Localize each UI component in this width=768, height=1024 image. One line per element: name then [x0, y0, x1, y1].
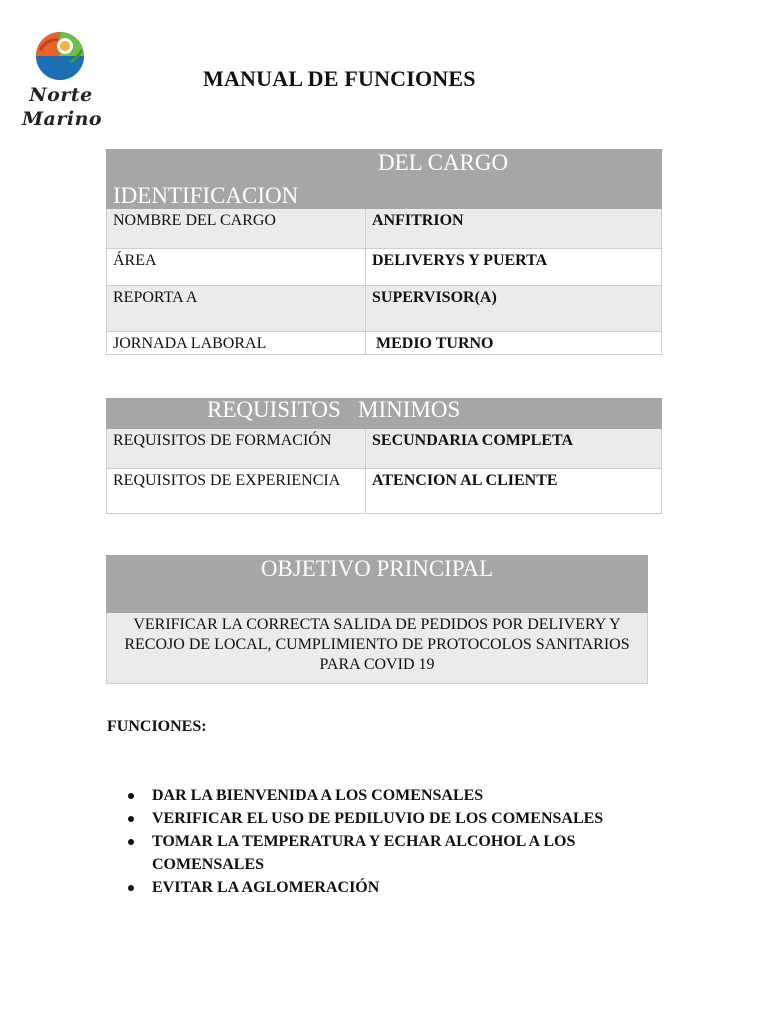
- funciones-title: FUNCIONES:: [107, 718, 207, 735]
- requisitos-header-text: REQUISITOS MINIMOS: [207, 397, 461, 422]
- objetivo-text: VERIFICAR LA CORRECTA SALIDA DE PEDIDOS POR DELIVERY Y RECOJO DE LOCAL, CUMPLIMIENTO DE PROTOCOLOS SANITARIOS PARA COVID 19: [107, 613, 648, 684]
- bullet-icon: [128, 793, 134, 799]
- table-row: [107, 469, 662, 514]
- row-label: NOMBRE DEL CARGO: [107, 209, 366, 249]
- identificacion-table: [106, 149, 662, 355]
- list-item: [125, 876, 685, 899]
- funciones-list: [125, 784, 685, 899]
- table-row: [107, 286, 662, 332]
- objetivo-table: [106, 555, 648, 684]
- logo-text-line1: Norte: [29, 84, 93, 106]
- list-item-text: DAR LA BIENVENIDA A LOS COMENSALES: [152, 787, 484, 804]
- table-row: [107, 249, 662, 286]
- row-label: REQUISITOS DE EXPERIENCIA: [107, 469, 366, 514]
- page-title: MANUAL DE FUNCIONES: [203, 66, 476, 91]
- list-item: [125, 830, 685, 876]
- row-label: ÁREA: [107, 249, 366, 286]
- objetivo-header: [107, 556, 648, 613]
- identificacion-header-right-text: DEL CARGO: [378, 150, 509, 175]
- table-row: [107, 332, 662, 355]
- requisitos-header: [107, 399, 662, 429]
- table-row: [107, 429, 662, 469]
- identificacion-header-right: [366, 150, 662, 209]
- row-label: REQUISITOS DE FORMACIÓN: [107, 429, 366, 469]
- identificacion-header-left-text: IDENTIFICACION: [113, 183, 299, 208]
- row-label: JORNADA LABORAL: [107, 332, 366, 355]
- row-value: MEDIO TURNO: [366, 332, 662, 355]
- norte-marino-logo: [22, 28, 103, 146]
- bullet-icon: [128, 885, 134, 891]
- objetivo-header-text: OBJETIVO PRINCIPAL: [260, 556, 494, 581]
- list-item: [125, 807, 685, 830]
- row-label: REPORTA A: [107, 286, 366, 332]
- logo-text-line2: Marino: [22, 108, 103, 130]
- requisitos-table: [106, 398, 662, 514]
- bullet-icon: [128, 816, 134, 822]
- list-item-text: EVITAR LA AGLOMERACIÓN: [152, 879, 380, 896]
- row-value: SECUNDARIA COMPLETA: [366, 429, 662, 469]
- row-value: ANFITRION: [366, 209, 662, 249]
- table-row: [107, 209, 662, 249]
- row-value: SUPERVISOR(A): [366, 286, 662, 332]
- list-item-text: VERIFICAR EL USO DE PEDILUVIO DE LOS COMENSALES: [152, 810, 604, 827]
- list-item: [125, 784, 685, 807]
- row-value: DELIVERYS Y PUERTA: [366, 249, 662, 286]
- logo-emblem-icon: [22, 28, 100, 84]
- list-item-text: TOMAR LA TEMPERATURA Y ECHAR ALCOHOL A LOS COMENSALES: [152, 833, 576, 873]
- identificacion-header-left: [107, 150, 366, 209]
- row-value: ATENCION AL CLIENTE: [366, 469, 662, 514]
- bullet-icon: [128, 839, 134, 845]
